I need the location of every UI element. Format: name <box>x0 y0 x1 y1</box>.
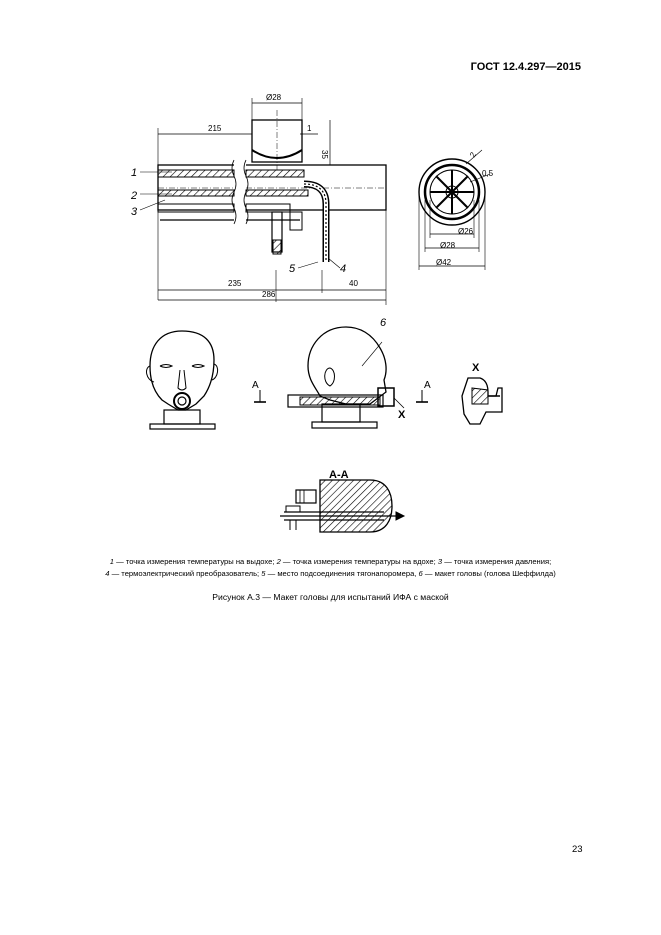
legend-text-5: — место подсоединения тягонапоромера, <box>265 569 419 578</box>
head-front-view <box>147 331 218 429</box>
legend-num-5: 5 <box>261 569 266 578</box>
dim-215: 215 <box>208 124 222 133</box>
legend-text-2: — точка измерения температуры на вдохе; <box>280 557 438 566</box>
legend-text-1: — точка измерения температуры на выдохе; <box>114 557 277 566</box>
section-a-a-label: A-A <box>329 469 349 481</box>
legend-num-2: 2 <box>276 557 281 566</box>
dim-235: 235 <box>228 279 242 288</box>
callout-3: 3 <box>131 206 138 218</box>
callout-5: 5 <box>289 263 296 275</box>
document-id: ГОСТ 12.4.297—2015 <box>470 61 581 73</box>
section-a-left: A <box>252 380 259 391</box>
detail-x-view <box>462 378 502 424</box>
callout-2: 2 <box>131 190 138 202</box>
detail-x-mark: X <box>398 409 406 421</box>
callout-1: 1 <box>131 167 138 179</box>
callout-4: 4 <box>340 263 347 275</box>
dim-286: 286 <box>262 290 276 299</box>
legend-line-1 <box>40 556 621 567</box>
dim-d28-top: Ø28 <box>266 93 282 102</box>
dim-d26: Ø26 <box>458 227 474 236</box>
end-view <box>419 150 490 270</box>
dim-d42: Ø42 <box>436 258 452 267</box>
figure-caption: Рисунок А.3 — Макет головы для испытаний ИФА с маской <box>212 592 449 602</box>
dim-0-5: 0,5 <box>482 169 494 178</box>
legend-text-6: — макет головы (голова Шеффилда) <box>422 569 556 578</box>
tube-drawing <box>140 98 386 305</box>
legend-num-3: 3 <box>437 557 443 566</box>
page-number: 23 <box>572 844 583 855</box>
legend-text-3: — точка измерения давления; <box>442 557 552 566</box>
legend-num-6: 6 <box>418 569 423 578</box>
legend-text-4: — термоэлектрический преобразователь; <box>109 569 262 578</box>
section-a-right: A <box>424 380 431 391</box>
dim-35: 35 <box>320 150 329 159</box>
dim-40: 40 <box>349 279 358 288</box>
legend-line-2 <box>40 568 621 579</box>
legend-num-1: 1 <box>109 557 114 566</box>
dim-2-end: 2 <box>467 150 478 159</box>
dim-d28-end: Ø28 <box>440 241 456 250</box>
callout-6: 6 <box>380 317 387 329</box>
legend-num-4: 4 <box>105 569 110 578</box>
section-a-a-view <box>280 480 404 532</box>
detail-x-label: X <box>472 362 480 374</box>
dim-1: 1 <box>307 124 312 133</box>
